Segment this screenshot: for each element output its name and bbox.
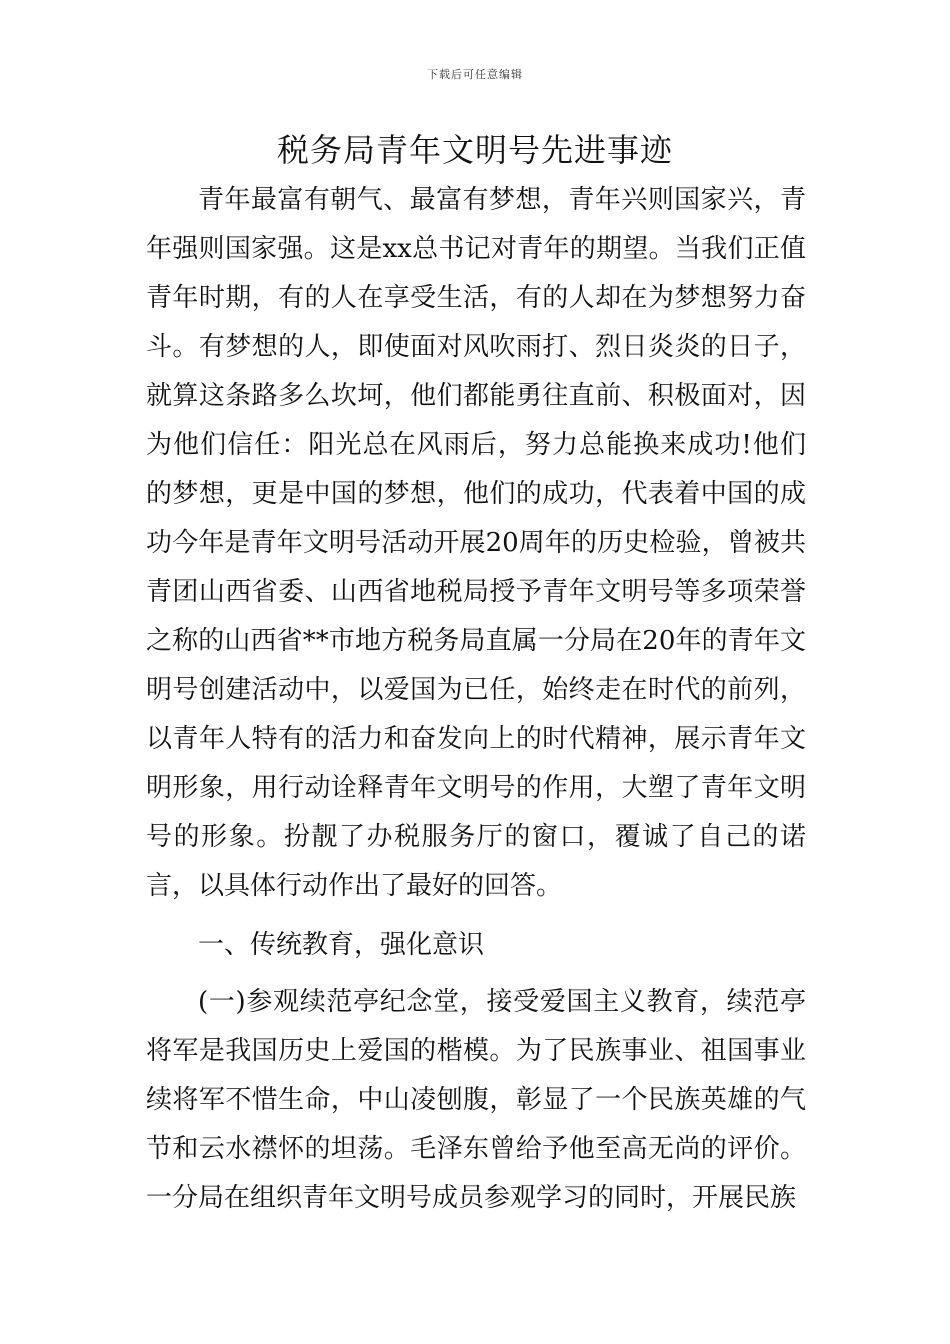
paragraph-intro: 青年最富有朝气、最富有梦想，青年兴则国家兴，青年强则国家强。这是xx总书记对青年的期望。当我们正值青年时期，有的人在享受生活，有的人却在为梦想努力奋斗。有梦想的人，即使面对风吹雨打、烈日炎炎的日子，就算这条路多么坎坷，他们都能勇往直前、积极面对，因为他们信任：阳光总在风雨后，努力总能换来成功!他们的梦想，更是中国的梦想，他们的成功，代表着中国的成功今年是青年文明号活动开展20周年的历史检验，曾被共青团山西省委、山西省地税局授予青年文明号等多项荣誉之称的山西省**市地方税务局直属一分局在20年的青年文明号创建活动中，以爱国为已任，始终走在时代的前列，以青年人特有的活力和奋发向上的时代精神，展示青年文明形象，用行动诠释青年文明号的作用，大塑了青年文明号的形象。扮靓了办税服务厅的窗口，覆诚了自己的诺言，以具体行动作出了最好的回答。	[146, 185, 806, 901]
document-title: 税务局青年文明号先进事迹	[276, 131, 673, 169]
document-body	[146, 176, 806, 1223]
header-note: 下载后可任意编辑	[427, 68, 523, 81]
paragraph-section-1: (一)参观续范亭纪念堂，接受爱国主义教育，续范亭将军是我国历史上爱国的楷模。为了民族事业、祖国事业续将军不惜生命，中山凌刨腹，彰显了一个民族英雄的气节和云水襟怀的坦荡。毛泽东曾给予他至高无尚的评价。一分局在组织青年文明号成员参观学习的同时，开展民族	[146, 987, 806, 1213]
section-heading: 一、传统教育，强化意识	[198, 930, 485, 960]
